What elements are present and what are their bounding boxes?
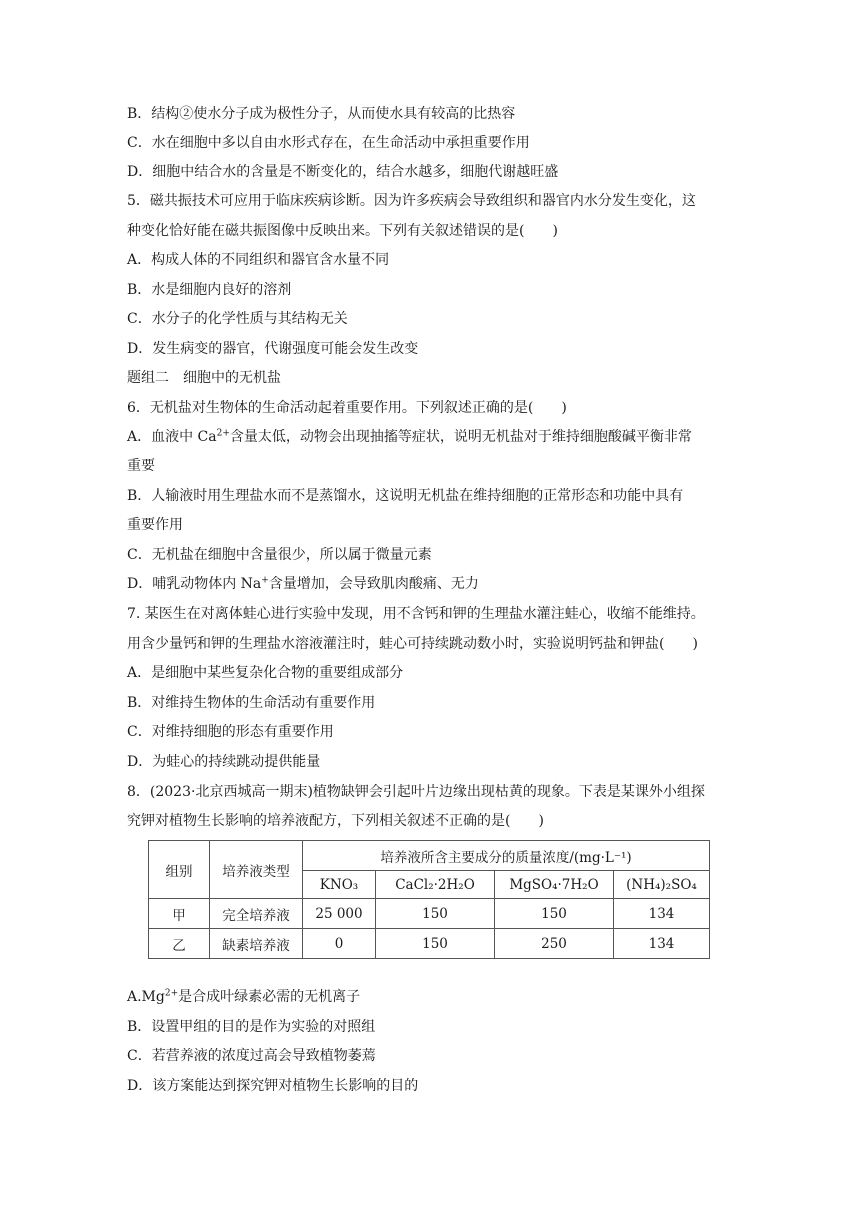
q8-option-a-sup: 2+ bbox=[164, 988, 179, 999]
q6-option-a-post: 含量太低，动物会出现抽搐等症状，说明无机盐对于维持细胞酸碱平衡非常 bbox=[229, 429, 692, 445]
q5-option-a: A．构成人体的不同组织和器官含水量不同 bbox=[127, 252, 390, 268]
q7-stem-line1: 7. 某医生在对离体蛙心进行实验中发现，用不含钙和钾的生理盐水灌注蛙心，收缩不能维持。 bbox=[127, 606, 705, 622]
q5-stem-line2: 种变化恰好能在磁共振图像中反映出来。下列有关叙述错误的是( ) bbox=[127, 223, 558, 239]
q6-option-a bbox=[127, 427, 692, 447]
q8-stem-line2: 究钾对植物生长影响的培养液配方，下列相关叙述不正确的是( ) bbox=[127, 813, 544, 829]
q6-option-b-line2: 重要作用 bbox=[127, 517, 183, 533]
table-col-mgso4: MgSO₄·7H₂O bbox=[495, 871, 614, 899]
table-cell-type: 缺素培养液 bbox=[210, 929, 303, 959]
table-cell-nh4so4: 134 bbox=[614, 899, 710, 929]
q8-option-a-pre: A.Mg bbox=[127, 989, 165, 1005]
table-cell-mgso4: 150 bbox=[495, 899, 614, 929]
q4-option-b: B．结构②使水分子成为极性分子，从而使水具有较高的比热容 bbox=[127, 106, 516, 122]
q8-option-c: C．若营养液的浓度过高会导致植物萎蔫 bbox=[127, 1048, 376, 1064]
table-header-type: 培养液类型 bbox=[210, 841, 303, 899]
q4-option-d: D．细胞中结合水的含量是不断变化的，结合水越多，细胞代谢越旺盛 bbox=[127, 164, 559, 180]
table-header-concentration: 培养液所含主要成分的质量浓度/(mg·L⁻¹) bbox=[303, 841, 710, 871]
table-cell-type: 完全培养液 bbox=[210, 899, 303, 929]
table-col-kno3: KNO₃ bbox=[303, 871, 376, 899]
q6-option-d bbox=[127, 574, 479, 594]
table-col-nh4so4: (NH₄)₂SO₄ bbox=[614, 871, 710, 899]
q6-option-a-cont: 重要 bbox=[127, 458, 155, 474]
q7-stem-line2: 用含少量钙和钾的生理盐水溶液灌注时，蛙心可持续跳动数小时，实验说明钙盐和钾盐( ) bbox=[127, 636, 698, 652]
q6-option-a-pre: A．血液中 Ca bbox=[127, 429, 217, 445]
q8-option-b: B．设置甲组的目的是作为实验的对照组 bbox=[127, 1019, 376, 1035]
group2-title: 题组二 细胞中的无机盐 bbox=[127, 370, 281, 386]
table-cell-cacl2: 150 bbox=[376, 899, 495, 929]
q6-option-c: C．无机盐在细胞中含量很少，所以属于微量元素 bbox=[127, 547, 432, 563]
q7-option-b: B．对维持生物体的生命活动有重要作用 bbox=[127, 695, 376, 711]
q7-option-d: D．为蛙心的持续跳动提供能量 bbox=[127, 754, 321, 770]
q5-option-c: C．水分子的化学性质与其结构无关 bbox=[127, 311, 348, 327]
table-header-group: 组别 bbox=[149, 841, 210, 899]
q5-option-b: B．水是细胞内良好的溶剂 bbox=[127, 282, 292, 298]
q6-option-d-sup: + bbox=[261, 575, 269, 586]
table-cell-cacl2: 150 bbox=[376, 929, 495, 959]
nutrient-table bbox=[148, 840, 710, 959]
table-cell-group: 乙 bbox=[149, 929, 210, 959]
table-cell-group: 甲 bbox=[149, 899, 210, 929]
table-row bbox=[149, 929, 710, 959]
table-row bbox=[149, 899, 710, 929]
table-cell-nh4so4: 134 bbox=[614, 929, 710, 959]
q6-option-d-post: 含量增加，会导致肌肉酸痛、无力 bbox=[268, 576, 479, 592]
q8-stem-line1: 8．(2023·北京西城高一期末)植物缺钾会引起叶片边缘出现枯黄的现象。下表是某课外小组探 bbox=[127, 784, 705, 800]
q6-option-b-line1: B．人输液时用生理盐水而不是蒸馏水，这说明无机盐在维持细胞的正常形态和功能中具有 bbox=[127, 488, 684, 504]
q8-option-d: D．该方案能达到探究钾对植物生长影响的目的 bbox=[127, 1078, 419, 1094]
q7-option-a: A．是细胞中某些复杂化合物的重要组成部分 bbox=[127, 665, 404, 681]
q6-option-d-pre: D．哺乳动物体内 Na bbox=[127, 576, 262, 592]
q8-option-a bbox=[127, 987, 360, 1007]
table-col-cacl2: CaCl₂·2H₂O bbox=[376, 871, 495, 899]
q5-stem-line1: 5．磁共振技术可应用于临床疾病诊断。因为许多疾病会导致组织和器官内水分发生变化，这 bbox=[127, 193, 696, 209]
q5-option-d: D．发生病变的器官，代谢强度可能会发生改变 bbox=[127, 341, 419, 357]
table-cell-kno3: 0 bbox=[303, 929, 376, 959]
q6-option-a-sup: 2+ bbox=[216, 428, 230, 439]
q6-stem: 6．无机盐对生物体的生命活动起着重要作用。下列叙述正确的是( ) bbox=[127, 400, 567, 416]
q7-option-c: C．对维持细胞的形态有重要作用 bbox=[127, 724, 334, 740]
table-cell-kno3: 25 000 bbox=[303, 899, 376, 929]
q4-option-c: C．水在细胞中多以自由水形式存在，在生命活动中承担重要作用 bbox=[127, 135, 530, 151]
table-cell-mgso4: 250 bbox=[495, 929, 614, 959]
q8-option-a-post: 是合成叶绿素必需的无机离子 bbox=[178, 989, 361, 1005]
